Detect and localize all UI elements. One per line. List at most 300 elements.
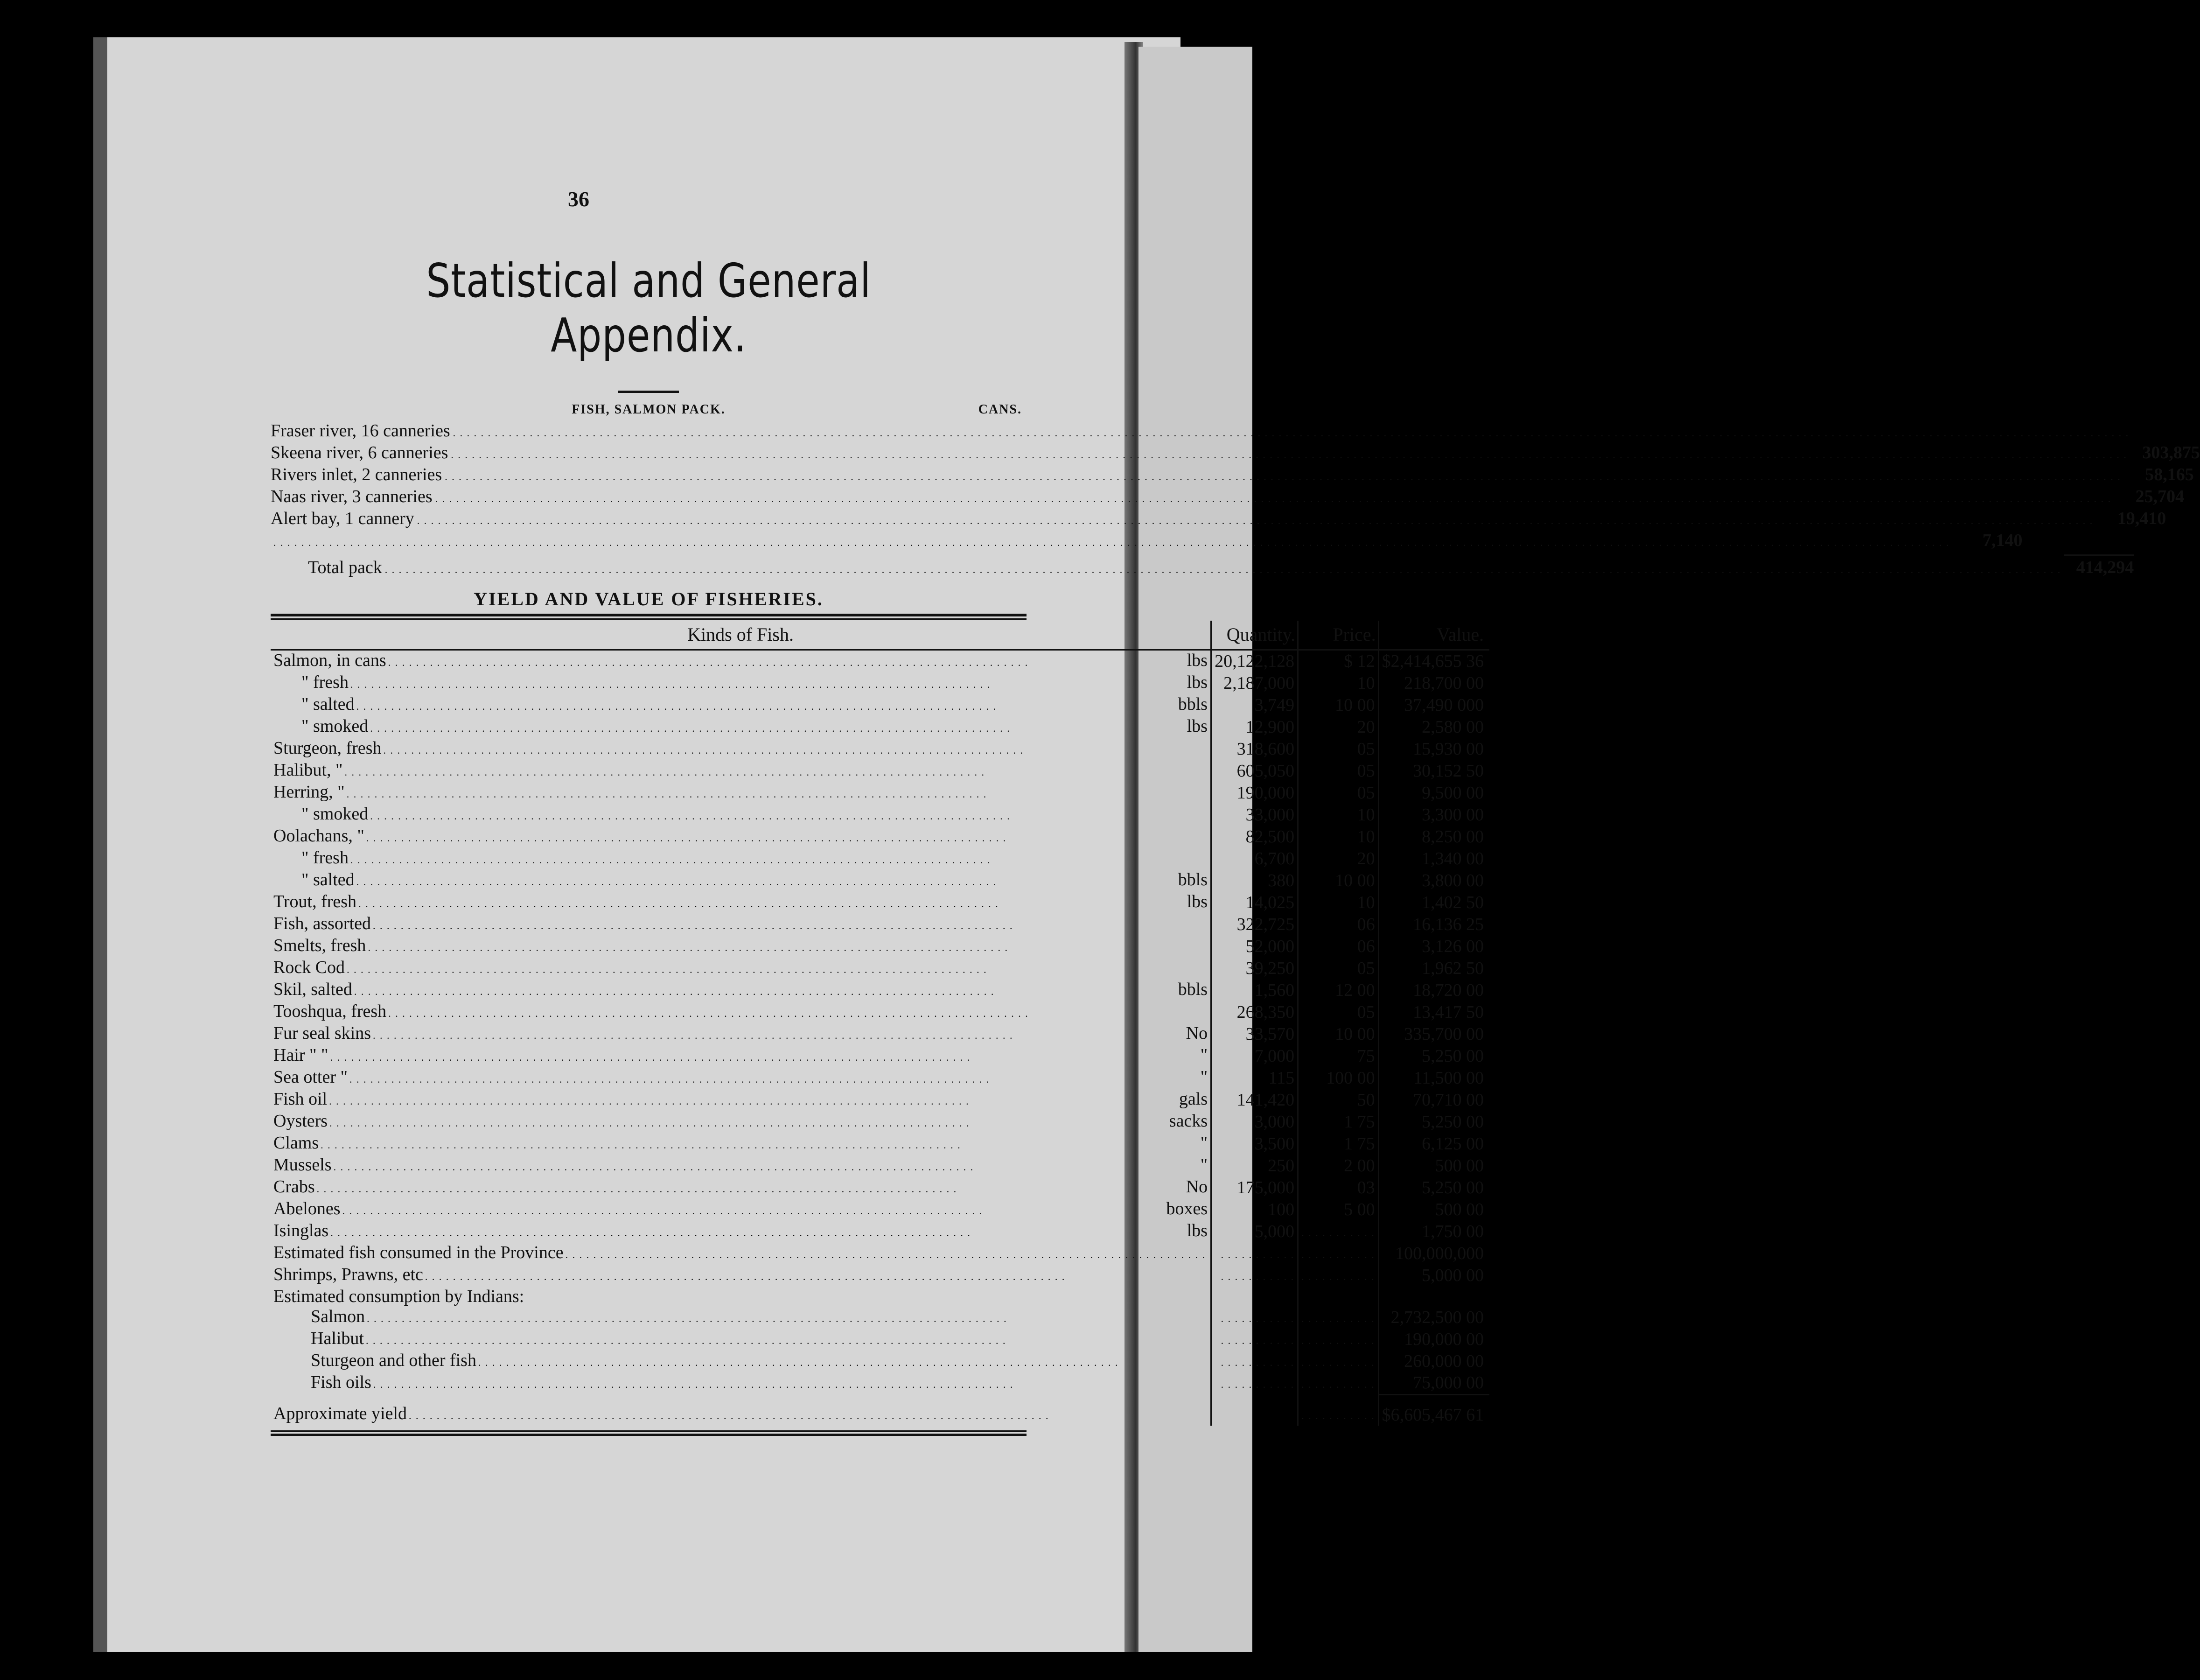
pack-value: 25,704 — [2135, 487, 2185, 506]
table-row — [271, 1133, 1489, 1155]
price-cell: 10 — [1298, 672, 1379, 694]
unit-label: lbs — [1187, 716, 1208, 736]
quantity-cell: 190,000 — [1211, 782, 1298, 804]
table-row — [271, 1001, 1489, 1023]
leader-dots — [366, 826, 1206, 848]
page-title: Statistical and General Appendix. — [426, 253, 871, 363]
value-cell: 5,000 00 — [1422, 1266, 1484, 1285]
leader-dots — [367, 1307, 1206, 1329]
table-row — [271, 1221, 1489, 1243]
value-cell: 70,710 00 — [1413, 1090, 1484, 1110]
value-cell: 335,700 00 — [1404, 1024, 1484, 1044]
approx-qty — [1211, 1394, 1298, 1426]
kind-cell — [271, 892, 1211, 914]
quantity-cell: 7,000 — [1211, 1045, 1298, 1067]
table-row — [271, 980, 1489, 1001]
title-rule — [618, 391, 679, 393]
leader-dots — [373, 1023, 1184, 1045]
price-cell — [1298, 1307, 1379, 1329]
kind-cell — [271, 1045, 1211, 1067]
price-cell — [1298, 1372, 1379, 1394]
value-cell: 9,500 00 — [1422, 783, 1484, 803]
kind-cell — [271, 1001, 1211, 1023]
value-cell: 260,000 00 — [1404, 1351, 1484, 1371]
list-item — [271, 487, 2185, 509]
table-row — [271, 1265, 1489, 1287]
value-cell: 6,125 00 — [1422, 1134, 1484, 1154]
price-cell: 06 — [1298, 914, 1379, 936]
col-quantity: Quantity. — [1211, 621, 1298, 650]
kind-label: Halibut, " — [273, 760, 343, 780]
table-row — [271, 848, 1489, 870]
quantity-cell — [1211, 1329, 1298, 1351]
kind-cell — [271, 1023, 1211, 1045]
pack-value: 303,875 — [2142, 443, 2200, 462]
kind-cell — [271, 1067, 1211, 1089]
value-cell: 30,152 50 — [1413, 761, 1484, 781]
unit-label: lbs — [1187, 651, 1208, 670]
approx-yield-row — [271, 1394, 1489, 1426]
salmon-pack-section — [271, 402, 2200, 580]
kind-cell — [271, 848, 1211, 870]
kind-cell — [271, 1307, 1211, 1329]
quantity-cell: 141,420 — [1211, 1089, 1298, 1111]
price-cell: 05 — [1298, 760, 1379, 782]
kind-label: Rock Cod — [273, 958, 345, 977]
value-cell: 15,930 00 — [1413, 739, 1484, 759]
leader-dots — [370, 716, 1185, 738]
kind-cell — [271, 1243, 1211, 1265]
quantity-cell — [1211, 1351, 1298, 1372]
quantity-cell: 14,025 — [1211, 892, 1298, 914]
kind-cell — [271, 672, 1211, 694]
leader-dots — [330, 1045, 1199, 1067]
table-row — [271, 1372, 1489, 1394]
quantity-cell: 2,187,000 — [1211, 672, 1298, 694]
price-cell: 100 00 — [1298, 1067, 1379, 1089]
value-cell: 3,126 00 — [1422, 937, 1484, 956]
pack-label: Naas river, 3 canneries — [271, 487, 433, 506]
kind-cell — [271, 914, 1211, 936]
table-row — [271, 936, 1489, 958]
table-row — [271, 1111, 1489, 1133]
list-item — [271, 465, 2194, 487]
price-cell — [1298, 1243, 1379, 1265]
kind-label: Fish oils — [311, 1372, 371, 1392]
approx-price — [1298, 1394, 1379, 1426]
kind-cell — [271, 1133, 1211, 1155]
value-cell: 18,720 00 — [1413, 980, 1484, 1000]
kind-cell — [271, 1155, 1211, 1177]
price-cell: 75 — [1298, 1045, 1379, 1067]
price-cell: 5 00 — [1298, 1199, 1379, 1221]
kind-label: Salmon — [311, 1307, 365, 1326]
quantity-cell: 33,570 — [1211, 1023, 1298, 1045]
value-cell: 500 00 — [1435, 1200, 1484, 1219]
leader-dots — [334, 1155, 1199, 1177]
unit-label: lbs — [1187, 1221, 1208, 1240]
leader-dots — [317, 1177, 1184, 1199]
kind-label: Smelts, fresh — [273, 936, 366, 955]
value-cell: 1,962 50 — [1422, 959, 1484, 978]
salmon-pack-unit: CANS. — [978, 402, 1022, 417]
value-cell: 1,340 00 — [1422, 849, 1484, 868]
value-cell: 2,732,500 00 — [1390, 1308, 1484, 1327]
table-row — [271, 892, 1489, 914]
unit-label: " — [1200, 1155, 1208, 1175]
quantity-cell: 6,700 — [1211, 848, 1298, 870]
leader-dots — [373, 1372, 1206, 1394]
kind-label: Tooshqua, fresh — [273, 1001, 387, 1021]
kind-cell — [271, 870, 1211, 892]
price-cell: 20 — [1298, 716, 1379, 738]
leader-dots — [358, 892, 1185, 914]
kind-label: " fresh — [301, 848, 349, 868]
unit-label: No — [1186, 1023, 1208, 1043]
unit-label: " — [1200, 1045, 1208, 1065]
table-row — [271, 1177, 1489, 1199]
total-value: 414,294 — [2064, 554, 2134, 577]
quantity-cell: 115 — [1211, 1067, 1298, 1089]
leader-dots — [321, 1133, 1198, 1155]
kind-label: Salmon, in cans — [273, 651, 386, 670]
value-cell: 2,580 00 — [1422, 717, 1484, 737]
kind-label: Trout, fresh — [273, 892, 357, 911]
kind-label: " salted — [301, 694, 355, 714]
kind-cell — [271, 1329, 1211, 1351]
fisheries-heading: YIELD AND VALUE OF FISHERIES. — [474, 588, 824, 609]
leader-dots — [388, 1001, 1206, 1023]
kind-cell — [271, 826, 1211, 848]
pack-label: Skeena river, 6 canneries — [271, 443, 448, 462]
value-cell: 500 00 — [1435, 1156, 1484, 1176]
price-cell — [1298, 1351, 1379, 1372]
quantity-cell: 39,250 — [1211, 958, 1298, 980]
kind-label: Fish oil — [273, 1089, 328, 1109]
pack-label: Rivers inlet, 2 canneries — [271, 465, 442, 484]
kind-label: Fur seal skins — [273, 1023, 371, 1043]
price-cell: 10 00 — [1298, 694, 1379, 716]
kind-label: Oolachans, " — [273, 826, 364, 846]
leader-dots — [373, 914, 1206, 936]
table-row — [271, 1307, 1489, 1329]
leader-dots — [409, 1404, 1206, 1426]
price-cell — [1298, 1287, 1379, 1307]
price-cell: 20 — [1298, 848, 1379, 870]
kind-label: " smoked — [301, 716, 369, 736]
leader-dots — [345, 760, 1206, 782]
leader-dots — [366, 1329, 1206, 1351]
pack-label: Fraser river, 16 canneries — [271, 421, 450, 441]
kind-label: Estimated consumption by Indians: — [273, 1287, 524, 1306]
kind-cell — [271, 694, 1211, 716]
table-row — [271, 914, 1489, 936]
table-row — [271, 650, 1489, 673]
table-row — [271, 870, 1489, 892]
kind-cell — [271, 1287, 1211, 1307]
kind-cell — [271, 716, 1211, 738]
approx-value: $6,605,467 61 — [1378, 1394, 1489, 1426]
price-cell: 05 — [1298, 958, 1379, 980]
leader-dots — [329, 1089, 1177, 1111]
list-item — [271, 421, 1027, 443]
leader-dots — [368, 936, 1206, 958]
price-cell: 10 — [1298, 826, 1379, 848]
unit-label: bbls — [1178, 870, 1208, 889]
quantity-cell: 268,350 — [1211, 1001, 1298, 1023]
leader-dots — [347, 958, 1206, 980]
value-cell: 5,250 00 — [1422, 1178, 1484, 1197]
table-row — [271, 1351, 1489, 1372]
table-row — [271, 1329, 1489, 1351]
kind-cell — [271, 1177, 1211, 1199]
pack-value: 19,410 — [2117, 509, 2166, 528]
quantity-cell: 605,050 — [1211, 760, 1298, 782]
kind-label: Herring, " — [273, 782, 345, 802]
pack-label: Alert bay, 1 cannery — [271, 509, 414, 528]
table-row — [271, 1155, 1489, 1177]
kind-cell — [271, 1221, 1211, 1243]
price-cell: 10 00 — [1298, 870, 1379, 892]
quantity-cell: 100 — [1211, 1199, 1298, 1221]
col-value: Value. — [1378, 621, 1489, 650]
table-row — [271, 738, 1489, 760]
approx-label: Approximate yield — [273, 1404, 407, 1423]
table-row — [271, 804, 1489, 826]
kind-label: Mussels — [273, 1155, 332, 1175]
quantity-cell: 20,122,128 — [1211, 650, 1298, 673]
unit-label: sacks — [1169, 1111, 1208, 1131]
table-row — [271, 694, 1489, 716]
unit-label: " — [1200, 1067, 1208, 1087]
price-cell: 2 00 — [1298, 1155, 1379, 1177]
quantity-cell: 82,500 — [1211, 826, 1298, 848]
table-header-row — [271, 621, 1489, 650]
kind-cell — [271, 1199, 1211, 1221]
kind-label: Oysters — [273, 1111, 328, 1131]
kind-cell — [271, 980, 1211, 1001]
unit-label: lbs — [1187, 672, 1208, 692]
quantity-cell: 12,900 — [1211, 716, 1298, 738]
quantity-cell: 3,000 — [1211, 1111, 1298, 1133]
kind-cell — [271, 738, 1211, 760]
salmon-pack-header — [271, 402, 1027, 421]
value-cell: 100,000,000 — [1395, 1244, 1484, 1263]
kind-label: Clams — [273, 1133, 319, 1153]
kind-label: Sea otter " — [273, 1067, 348, 1087]
leader-dots — [425, 1265, 1206, 1287]
kind-label: Estimated fish consumed in the Province — [273, 1243, 564, 1262]
unit-label: bbls — [1178, 694, 1208, 714]
table-row — [271, 1089, 1489, 1111]
kind-label: Crabs — [273, 1177, 315, 1197]
price-cell: 10 — [1298, 804, 1379, 826]
price-cell — [1298, 1221, 1379, 1243]
quantity-cell: 318,600 — [1211, 738, 1298, 760]
kind-label: " salted — [301, 870, 355, 889]
kind-cell — [271, 782, 1211, 804]
kind-cell — [271, 1351, 1211, 1372]
price-cell: 05 — [1298, 738, 1379, 760]
table-row — [271, 826, 1489, 848]
price-cell: 03 — [1298, 1177, 1379, 1199]
value-cell: 75,000 00 — [1413, 1373, 1484, 1393]
approx-label-cell — [271, 1394, 1211, 1426]
quantity-cell: 3,500 — [1211, 1133, 1298, 1155]
leader-dots — [356, 694, 1176, 716]
quantity-cell: 52,000 — [1211, 936, 1298, 958]
total-label: Total pack — [308, 558, 382, 577]
price-cell: $ 12 — [1298, 650, 1379, 673]
leader-dots — [417, 509, 2094, 531]
quantity-cell: 322,725 — [1211, 914, 1298, 936]
col-price: Price. — [1298, 621, 1379, 650]
leader-dots — [384, 738, 1206, 760]
page-content — [271, 187, 2200, 1436]
kind-cell — [271, 936, 1211, 958]
leader-dots — [451, 443, 2127, 465]
leader-dots — [385, 558, 2061, 580]
value-cell: 8,250 00 — [1422, 827, 1484, 847]
list-item — [271, 443, 2200, 465]
table-row — [271, 1045, 1489, 1067]
quantity-cell: 33,000 — [1211, 804, 1298, 826]
value-cell: 1,402 50 — [1422, 893, 1484, 912]
unit-label: boxes — [1166, 1199, 1208, 1218]
kind-label: Halibut — [311, 1329, 364, 1348]
table-row — [271, 672, 1489, 694]
quantity-cell — [1211, 1287, 1298, 1307]
leader-dots — [347, 782, 1206, 804]
table-row — [271, 1287, 1489, 1307]
kind-label: Fish, assorted — [273, 914, 371, 933]
quantity-cell — [1211, 1265, 1298, 1287]
kind-label: Hair " " — [273, 1045, 328, 1065]
unit-label: bbls — [1178, 980, 1208, 999]
price-cell: 50 — [1298, 1089, 1379, 1111]
kind-label: Sturgeon, fresh — [273, 738, 382, 758]
quantity-cell — [1211, 1372, 1298, 1394]
value-cell: 13,417 50 — [1413, 1002, 1484, 1022]
quantity-cell: 175,000 — [1211, 1177, 1298, 1199]
value-cell: 5,250 00 — [1422, 1112, 1484, 1132]
fisheries-body — [271, 650, 1489, 1395]
unit-label: " — [1200, 1133, 1208, 1153]
quantity-cell: 5,000 — [1211, 1221, 1298, 1243]
value-cell: $2,414,655 36 — [1382, 651, 1484, 671]
price-cell: 1 75 — [1298, 1111, 1379, 1133]
salmon-pack-rows — [271, 421, 2200, 553]
kind-label: Isinglas — [273, 1221, 329, 1240]
price-cell: 1 75 — [1298, 1133, 1379, 1155]
value-cell: 11,500 00 — [1413, 1068, 1484, 1088]
unit-label: No — [1186, 1177, 1208, 1197]
price-cell: 05 — [1298, 782, 1379, 804]
value-cell: 37,490 000 — [1404, 695, 1484, 715]
price-cell: 06 — [1298, 936, 1379, 958]
value-cell: 5,250 00 — [1422, 1046, 1484, 1066]
kind-cell — [271, 1372, 1211, 1394]
quantity-cell: 380 — [1211, 870, 1298, 892]
kind-cell — [271, 804, 1211, 826]
page-number: 36 — [568, 187, 589, 211]
value-cell: 1,750 00 — [1422, 1222, 1484, 1241]
kind-cell — [271, 1111, 1211, 1133]
value-cell — [1378, 1287, 1489, 1307]
value-cell: 3,300 00 — [1422, 805, 1484, 825]
kind-label: " fresh — [301, 672, 349, 692]
leader-dots — [453, 421, 2130, 443]
kind-label: Sturgeon and other fish — [311, 1351, 476, 1370]
col-kind: Kinds of Fish. — [271, 621, 1211, 650]
leader-dots — [329, 1111, 1167, 1133]
kind-cell — [271, 760, 1211, 782]
leader-dots — [330, 1221, 1185, 1243]
pack-value: 58,165 — [2145, 465, 2194, 484]
price-cell: 10 00 — [1298, 1023, 1379, 1045]
salmon-pack-heading: FISH, SALMON PACK. — [572, 402, 726, 417]
list-item — [271, 509, 2166, 531]
leader-dots — [350, 848, 1206, 870]
table-row — [271, 1067, 1489, 1089]
table-row — [271, 1023, 1489, 1045]
leader-dots — [350, 672, 1185, 694]
leader-dots — [445, 465, 2121, 487]
leader-dots — [349, 1067, 1199, 1089]
kind-label: Abelones — [273, 1199, 341, 1218]
quantity-cell: 3,749 — [1211, 694, 1298, 716]
value-cell: 190,000 00 — [1404, 1330, 1484, 1349]
quantity-cell: 1,560 — [1211, 980, 1298, 1001]
price-cell: 10 — [1298, 892, 1379, 914]
salmon-pack-total — [308, 554, 2134, 580]
end-rule — [271, 1430, 1027, 1436]
heading-rule — [271, 614, 1027, 620]
value-cell: 16,136 25 — [1413, 915, 1484, 934]
table-row — [271, 760, 1489, 782]
leader-dots — [478, 1351, 1206, 1372]
leader-dots — [273, 531, 1950, 553]
pack-value: 7,140 — [1983, 531, 2023, 550]
price-cell: 12 00 — [1298, 980, 1379, 1001]
price-cell: 05 — [1298, 1001, 1379, 1023]
kind-label: Skil, salted — [273, 980, 352, 999]
kind-cell — [271, 1265, 1211, 1287]
unit-label: lbs — [1187, 892, 1208, 911]
kind-label: " smoked — [301, 804, 369, 824]
quantity-cell — [1211, 1307, 1298, 1329]
table-row — [271, 958, 1489, 980]
fisheries-table — [271, 621, 1489, 1426]
kind-cell — [271, 958, 1211, 980]
leader-dots — [370, 804, 1206, 826]
leader-dots — [354, 980, 1176, 1001]
table-row — [271, 716, 1489, 738]
price-cell — [1298, 1265, 1379, 1287]
leader-dots — [435, 487, 2112, 509]
leader-dots — [356, 870, 1176, 892]
value-cell: 3,800 00 — [1422, 871, 1484, 890]
value-cell: 218,700 00 — [1404, 673, 1484, 693]
quantity-cell: 250 — [1211, 1155, 1298, 1177]
leader-dots — [342, 1199, 1165, 1221]
list-item — [271, 531, 2023, 553]
table-row — [271, 782, 1489, 804]
leader-dots — [566, 1243, 1206, 1265]
unit-label: gals — [1179, 1089, 1208, 1109]
leader-dots — [388, 651, 1185, 672]
price-cell — [1298, 1329, 1379, 1351]
